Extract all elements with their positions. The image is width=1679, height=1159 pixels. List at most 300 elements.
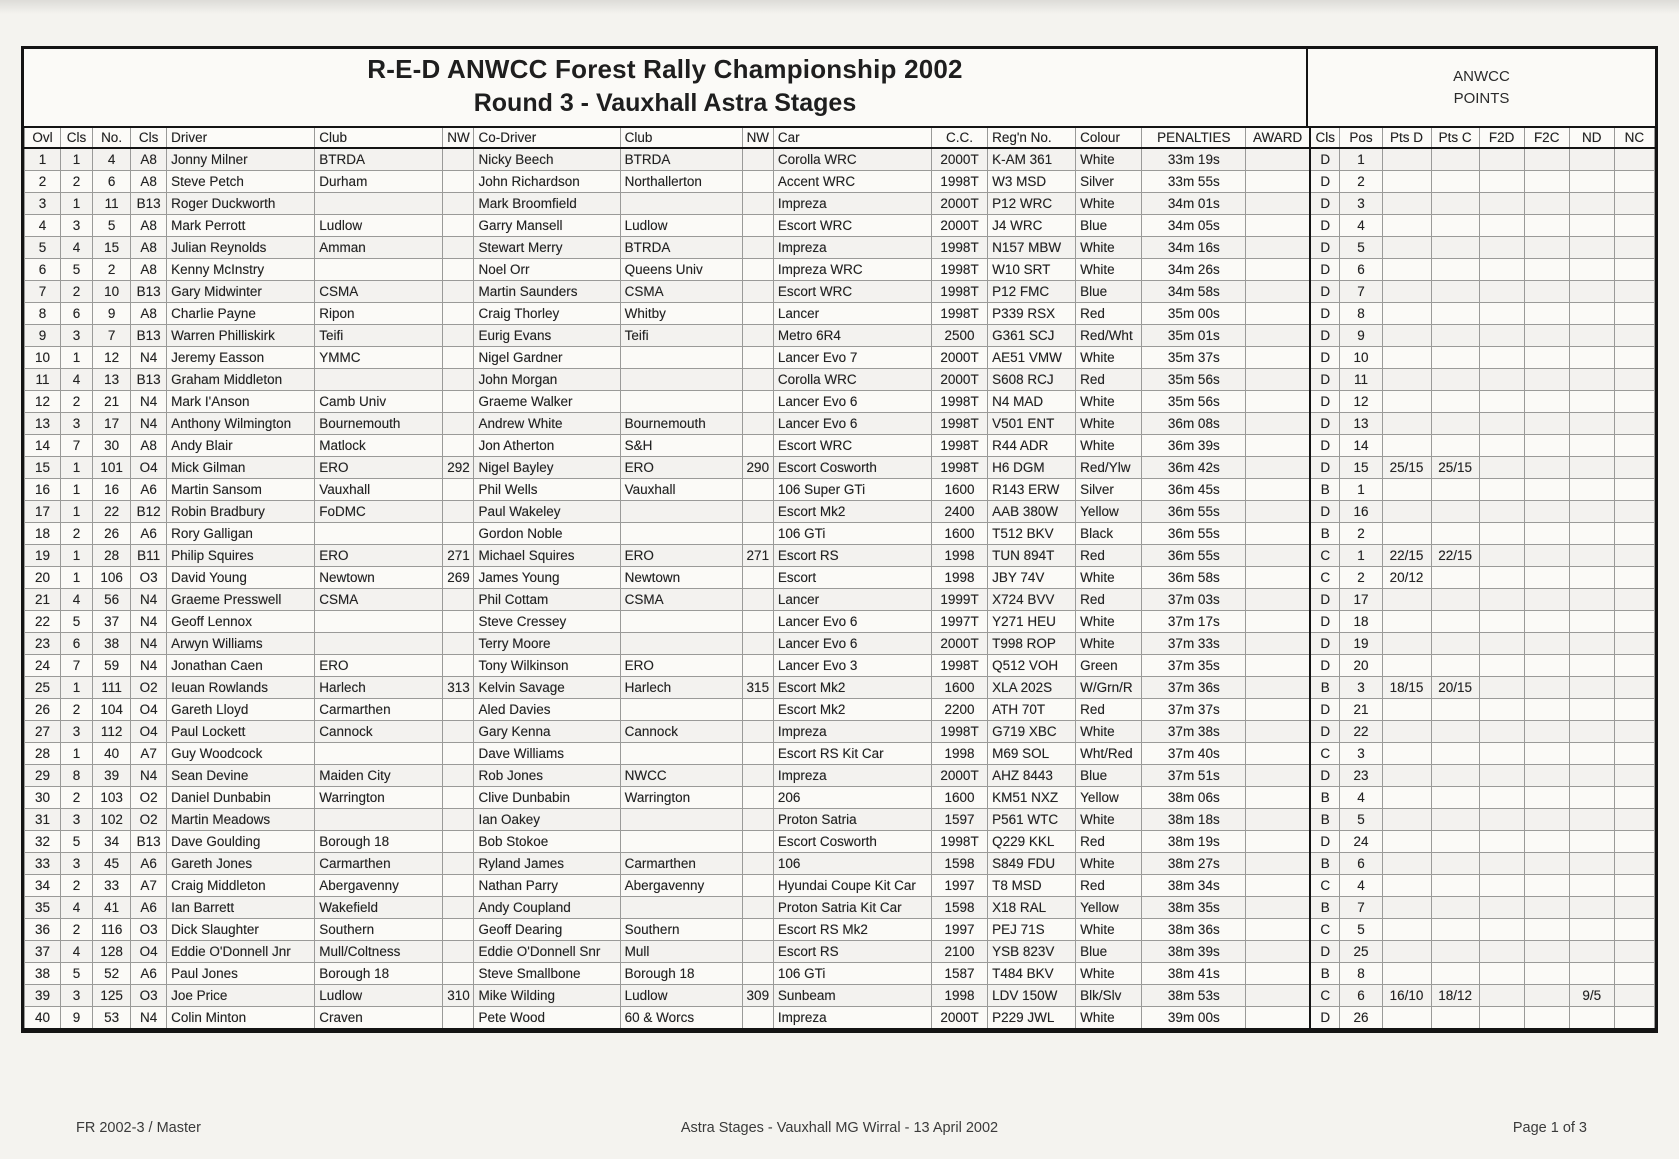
cell-colour: White [1076,237,1142,259]
cell-car: Lancer Evo 7 [773,347,931,369]
header-cell-colour: Colour [1076,128,1142,148]
cell-no: 17 [93,413,131,435]
cell-nd [1569,809,1614,831]
cell-pts-c [1431,941,1479,963]
table-row [25,919,1655,941]
cell-co-nw: 271 [742,545,773,567]
cell-f2c [1524,787,1569,809]
cell-regn-no: V501 ENT [988,413,1076,435]
cell-co-nw [742,765,773,787]
cell-cls: 7 [61,435,93,457]
cell-nd [1569,545,1614,567]
cell-co-club: Southern [620,919,742,941]
cell-pts-c [1431,567,1479,589]
cell-cc: 1998T [932,655,988,677]
cell-pts-d [1382,897,1431,919]
cell-pts-c [1431,435,1479,457]
cell-nw [443,963,474,985]
cell-penalties: 38m 18s [1142,809,1246,831]
cell-pos: 6 [1340,259,1382,281]
cell-cc: 1597 [932,809,988,831]
cell-regn-no: T484 BKV [988,963,1076,985]
cell-nc [1614,831,1654,853]
cell-f2d [1479,787,1524,809]
cell-pts-c [1431,787,1479,809]
cell-nd [1569,501,1614,523]
cell-colour: Red [1076,875,1142,897]
cell-penalties: 37m 38s [1142,721,1246,743]
header-band [24,49,1655,128]
cell-pts-c [1431,809,1479,831]
cell-co-nw [742,655,773,677]
cell-colour: White [1076,259,1142,281]
cell-nd: 9/5 [1569,985,1614,1007]
cell-co-nw [742,259,773,281]
cell-cls: 5 [61,831,93,853]
cell-f2c [1524,611,1569,633]
cell-nd [1569,523,1614,545]
cell-penalties: 35m 56s [1142,391,1246,413]
cell-nw: 269 [443,567,474,589]
cell-award [1246,743,1310,765]
cell-f2c [1524,589,1569,611]
cell-colour: Red [1076,589,1142,611]
cell-co-nw [742,148,773,171]
cell-nw [443,435,474,457]
cell-co-driver: Eurig Evans [474,325,620,347]
cell-colour: White [1076,721,1142,743]
cell-ovl: 12 [25,391,61,413]
cell-driver: Ieuan Rowlands [167,677,315,699]
cell-club: ERO [315,545,443,567]
cell-car: Sunbeam [773,985,931,1007]
cell-pts-d [1382,765,1431,787]
cell-club: Borough 18 [315,831,443,853]
cell-nd [1569,611,1614,633]
cell-pts-cls: D [1310,699,1340,721]
cell-pts-cls: D [1310,237,1340,259]
cell-pts-cls: D [1310,369,1340,391]
cell-nw [443,699,474,721]
cell-co-club: Bournemouth [620,413,742,435]
cell-co-club: Abergavenny [620,875,742,897]
cell-f2c [1524,655,1569,677]
cell-co-nw [742,721,773,743]
cell-pos: 26 [1340,1007,1382,1030]
cell-cls2: O4 [131,941,167,963]
cell-co-driver: Steve Smallbone [474,963,620,985]
cell-co-driver: Nicky Beech [474,148,620,171]
cell-nd [1569,787,1614,809]
cell-award [1246,787,1310,809]
cell-co-driver: Bob Stokoe [474,831,620,853]
cell-pos: 12 [1340,391,1382,413]
cell-award [1246,148,1310,171]
cell-cc: 1998T [932,391,988,413]
cell-no: 21 [93,391,131,413]
cell-club [315,369,443,391]
cell-pts-d [1382,743,1431,765]
cell-nd [1569,941,1614,963]
cell-f2d [1479,985,1524,1007]
cell-award [1246,237,1310,259]
cell-pos: 9 [1340,325,1382,347]
cell-pts-d: 16/10 [1382,985,1431,1007]
cell-f2d [1479,501,1524,523]
cell-cls: 2 [61,171,93,193]
cell-cls2: A6 [131,963,167,985]
cell-nw [443,853,474,875]
cell-driver: Graham Middleton [167,369,315,391]
cell-pts-c: 25/15 [1431,457,1479,479]
cell-colour: Yellow [1076,787,1142,809]
cell-no: 30 [93,435,131,457]
header-cell-f2c: F2C [1524,128,1569,148]
cell-pts-d [1382,237,1431,259]
cell-driver: Rory Galligan [167,523,315,545]
cell-ovl: 13 [25,413,61,435]
cell-no: 28 [93,545,131,567]
cell-award [1246,347,1310,369]
cell-penalties: 36m 39s [1142,435,1246,457]
cell-nc [1614,171,1654,193]
cell-nd [1569,303,1614,325]
cell-nw [443,633,474,655]
cell-club: Bournemouth [315,413,443,435]
cell-pts-c [1431,479,1479,501]
cell-co-club [620,611,742,633]
cell-nw [443,171,474,193]
cell-pts-d [1382,479,1431,501]
cell-pts-d [1382,853,1431,875]
table-row [25,677,1655,699]
cell-nw [443,369,474,391]
cell-nw [443,193,474,215]
cell-regn-no: S608 RCJ [988,369,1076,391]
cell-ovl: 35 [25,897,61,919]
header-cell-co-club: Club [620,128,742,148]
table-row [25,413,1655,435]
cell-penalties: 38m 41s [1142,963,1246,985]
cell-cls: 4 [61,237,93,259]
cell-cls2: B13 [131,281,167,303]
cell-no: 4 [93,148,131,171]
cell-penalties: 38m 36s [1142,919,1246,941]
cell-ovl: 24 [25,655,61,677]
cell-cc: 1998T [932,237,988,259]
cell-cls: 6 [61,633,93,655]
cell-regn-no: KM51 NXZ [988,787,1076,809]
cell-co-nw [742,215,773,237]
cell-regn-no: AHZ 8443 [988,765,1076,787]
cell-f2d [1479,259,1524,281]
cell-award [1246,325,1310,347]
cell-pts-d [1382,919,1431,941]
cell-colour: Red [1076,699,1142,721]
cell-nc [1614,501,1654,523]
cell-penalties: 38m 35s [1142,897,1246,919]
cell-co-club: Vauxhall [620,479,742,501]
cell-penalties: 36m 58s [1142,567,1246,589]
cell-nd [1569,325,1614,347]
cell-club: FoDMC [315,501,443,523]
cell-cls2: B12 [131,501,167,523]
cell-f2c [1524,1007,1569,1030]
cell-pos: 2 [1340,523,1382,545]
cell-pts-cls: D [1310,655,1340,677]
cell-f2c [1524,919,1569,941]
cell-ovl: 37 [25,941,61,963]
table-row [25,545,1655,567]
cell-penalties: 39m 00s [1142,1007,1246,1030]
cell-co-nw [742,743,773,765]
cell-cls: 3 [61,413,93,435]
cell-nd [1569,633,1614,655]
cell-cls: 2 [61,281,93,303]
cell-pts-d [1382,171,1431,193]
table-row [25,347,1655,369]
cell-co-driver: Gordon Noble [474,523,620,545]
cell-f2d [1479,148,1524,171]
cell-award [1246,215,1310,237]
cell-f2c [1524,831,1569,853]
cell-no: 104 [93,699,131,721]
cell-co-nw [742,589,773,611]
cell-nd [1569,171,1614,193]
cell-no: 13 [93,369,131,391]
cell-nw [443,611,474,633]
cell-co-driver: Michael Squires [474,545,620,567]
cell-colour: Red/Wht [1076,325,1142,347]
cell-award [1246,963,1310,985]
cell-nd [1569,853,1614,875]
cell-cls: 6 [61,303,93,325]
cell-nc [1614,457,1654,479]
cell-car: Corolla WRC [773,148,931,171]
cell-regn-no: N4 MAD [988,391,1076,413]
cell-pos: 1 [1340,148,1382,171]
cell-pos: 5 [1340,809,1382,831]
cell-pos: 8 [1340,303,1382,325]
header-cell-car: Car [773,128,931,148]
cell-cls: 1 [61,545,93,567]
cell-driver: Ian Barrett [167,897,315,919]
cell-pts-c [1431,1007,1479,1030]
cell-ovl: 14 [25,435,61,457]
cell-f2d [1479,765,1524,787]
cell-cls2: N4 [131,391,167,413]
cell-nd [1569,1007,1614,1030]
cell-cls2: N4 [131,589,167,611]
cell-pts-cls: B [1310,677,1340,699]
cell-regn-no: J4 WRC [988,215,1076,237]
cell-co-driver: Mike Wilding [474,985,620,1007]
cell-nw [443,347,474,369]
cell-ovl: 19 [25,545,61,567]
cell-co-driver: John Morgan [474,369,620,391]
header-cell-driver: Driver [167,128,315,148]
cell-cls: 4 [61,369,93,391]
cell-club: Cannock [315,721,443,743]
cell-award [1246,501,1310,523]
cell-f2c [1524,369,1569,391]
header-cell-pts-d: Pts D [1382,128,1431,148]
header-cell-club: Club [315,128,443,148]
cell-co-nw [742,809,773,831]
cell-cls2: N4 [131,633,167,655]
cell-cls2: A6 [131,479,167,501]
cell-pos: 15 [1340,457,1382,479]
cell-pts-cls: C [1310,743,1340,765]
cell-cls: 1 [61,501,93,523]
cell-penalties: 34m 16s [1142,237,1246,259]
cell-penalties: 37m 36s [1142,677,1246,699]
cell-car: Escort RS [773,545,931,567]
cell-cls: 3 [61,809,93,831]
cell-no: 5 [93,215,131,237]
cell-pts-c [1431,897,1479,919]
cell-cc: 1999T [932,589,988,611]
cell-no: 59 [93,655,131,677]
cell-penalties: 35m 37s [1142,347,1246,369]
cell-driver: Dick Slaughter [167,919,315,941]
cell-co-driver: Andrew White [474,413,620,435]
cell-award [1246,831,1310,853]
cell-pts-c [1431,171,1479,193]
cell-co-driver: Paul Wakeley [474,501,620,523]
cell-co-club: Ludlow [620,985,742,1007]
cell-nd [1569,237,1614,259]
cell-pts-cls: D [1310,413,1340,435]
cell-driver: Guy Woodcock [167,743,315,765]
cell-f2c [1524,413,1569,435]
cell-cls: 4 [61,589,93,611]
cell-co-nw [742,303,773,325]
cell-car: Impreza [773,237,931,259]
cell-no: 11 [93,193,131,215]
cell-f2c [1524,567,1569,589]
cell-pos: 20 [1340,655,1382,677]
cell-club: Matlock [315,435,443,457]
cell-f2c [1524,633,1569,655]
cell-co-nw: 290 [742,457,773,479]
cell-co-nw: 315 [742,677,773,699]
cell-cc: 1587 [932,963,988,985]
cell-pts-c [1431,237,1479,259]
cell-cc: 1600 [932,787,988,809]
cell-co-nw [742,347,773,369]
cell-award [1246,391,1310,413]
cell-driver: Philip Squires [167,545,315,567]
cell-cls: 3 [61,985,93,1007]
cell-regn-no: Y271 HEU [988,611,1076,633]
cell-driver: Colin Minton [167,1007,315,1030]
cell-colour: White [1076,347,1142,369]
cell-colour: Red [1076,545,1142,567]
cell-ovl: 11 [25,369,61,391]
cell-penalties: 36m 55s [1142,523,1246,545]
header-cell-cc: C.C. [932,128,988,148]
cell-cls: 1 [61,457,93,479]
cell-cc: 1998T [932,281,988,303]
cell-nc [1614,523,1654,545]
cell-club: Teifi [315,325,443,347]
cell-club: Carmarthen [315,699,443,721]
cell-club: Carmarthen [315,853,443,875]
cell-pos: 3 [1340,677,1382,699]
table-header-row [25,128,1655,148]
cell-cc: 2000T [932,347,988,369]
cell-cc: 1998T [932,171,988,193]
cell-regn-no: AAB 380W [988,501,1076,523]
cell-cls: 2 [61,699,93,721]
cell-co-nw [742,963,773,985]
cell-nw [443,919,474,941]
cell-co-driver: Rob Jones [474,765,620,787]
cell-driver: Jonny Milner [167,148,315,171]
cell-pts-c [1431,699,1479,721]
cell-co-driver: Clive Dunbabin [474,787,620,809]
cell-colour: Red/Ylw [1076,457,1142,479]
cell-co-nw [742,413,773,435]
cell-ovl: 33 [25,853,61,875]
cell-pos: 5 [1340,237,1382,259]
cell-co-club: Warrington [620,787,742,809]
cell-pts-cls: D [1310,215,1340,237]
cell-nw [443,148,474,171]
cell-car: Lancer Evo 6 [773,611,931,633]
cell-pts-d [1382,259,1431,281]
cell-cls2: A7 [131,875,167,897]
table-row [25,611,1655,633]
cell-co-nw [742,501,773,523]
cell-cls: 1 [61,743,93,765]
cell-f2d [1479,347,1524,369]
cell-nc [1614,479,1654,501]
cell-driver: Gary Midwinter [167,281,315,303]
cell-pts-d [1382,611,1431,633]
cell-club: Borough 18 [315,963,443,985]
cell-co-nw [742,875,773,897]
cell-co-nw [742,699,773,721]
cell-nc [1614,941,1654,963]
cell-cc: 1998 [932,985,988,1007]
cell-nc [1614,347,1654,369]
cell-award [1246,875,1310,897]
cell-driver: Joe Price [167,985,315,1007]
cell-f2c [1524,853,1569,875]
cell-pos: 2 [1340,567,1382,589]
cell-penalties: 33m 55s [1142,171,1246,193]
cell-award [1246,699,1310,721]
cell-cls2: N4 [131,611,167,633]
cell-cc: 1598 [932,897,988,919]
cell-car: 106 [773,853,931,875]
cell-pts-cls: D [1310,1007,1340,1030]
cell-f2d [1479,215,1524,237]
cell-nw: 292 [443,457,474,479]
header-cell-nw: NW [443,128,474,148]
cell-cls2: O3 [131,567,167,589]
header-cell-co-nw: NW [742,128,773,148]
cell-co-club [620,897,742,919]
cell-award [1246,853,1310,875]
cell-nd [1569,457,1614,479]
cell-cc: 1998T [932,303,988,325]
cell-nd [1569,567,1614,589]
cell-cc: 1998 [932,567,988,589]
cell-colour: Green [1076,655,1142,677]
